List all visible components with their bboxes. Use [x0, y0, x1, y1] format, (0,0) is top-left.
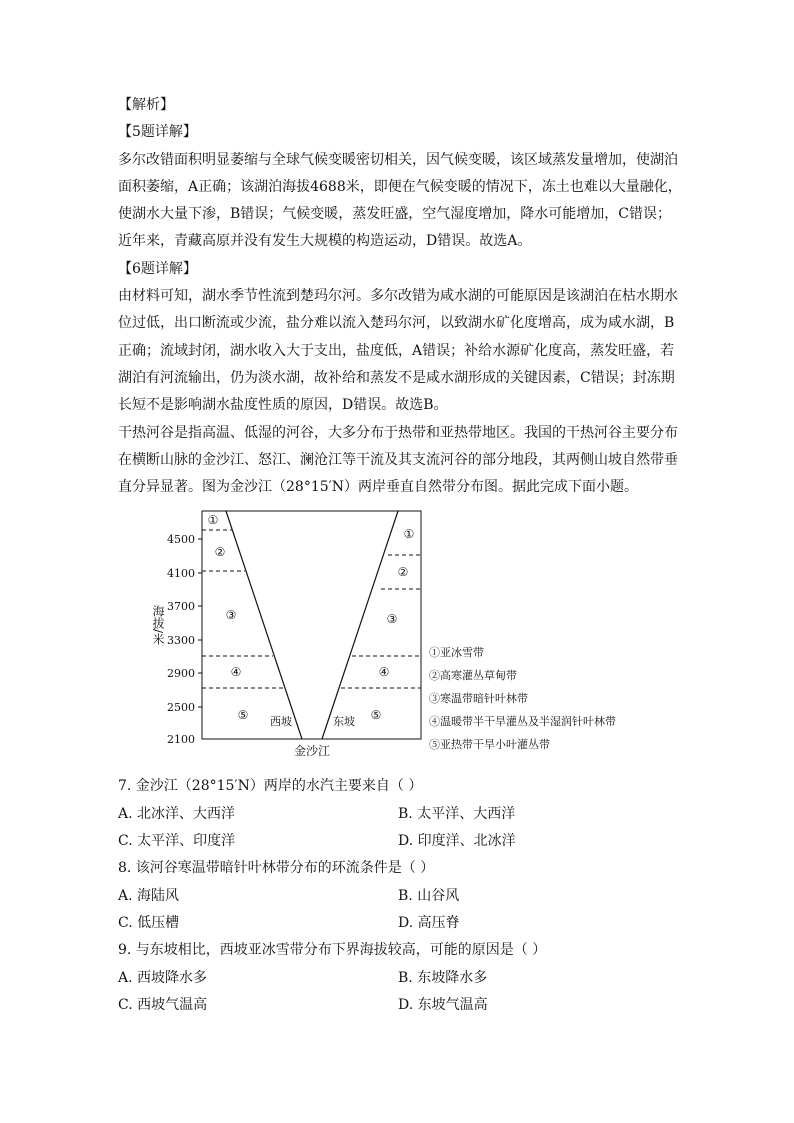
q5-line: 使湖水大量下渗，B错误；气候变暖，蒸发旺盛，空气湿度增加，降水可能增加，C错误； — [118, 206, 671, 223]
river-label: 金沙江 — [293, 744, 331, 759]
vertical-zone-figure — [118, 503, 678, 773]
ytick-label: 2900 — [167, 667, 195, 681]
option-a: A. 北冰洋、大西洋 — [118, 805, 236, 822]
ytick-label: 3300 — [167, 634, 195, 648]
option-a: A. 海陆风 — [118, 887, 180, 904]
zone-mark: ④ — [378, 665, 390, 680]
option-row — [118, 992, 678, 1019]
option-d: D. 东坡气温高 — [398, 996, 488, 1013]
q6-line: 湖泊有河流输出，仍为淡水湖，故补给和蒸发不是咸水湖形成的关键因素，C错误；封冻期 — [118, 369, 675, 386]
ytick-label: 2100 — [167, 733, 195, 747]
ytick-label: 3700 — [167, 600, 195, 614]
q6-line: 由材料可知，湖水季节性流到楚玛尔河。多尔改错为咸水湖的可能原因是该湖泊在枯水期水 — [118, 288, 678, 305]
material-line: 直分异显著。图为金沙江（28°15′N）两岸垂直自然带分布图。据此完成下面小题。 — [118, 479, 639, 496]
legend-item: ③寒温带暗针叶林带 — [429, 692, 528, 706]
option-a: A. 西坡降水多 — [118, 969, 208, 986]
q5-header: 【5题详解】 — [118, 124, 197, 141]
q6-header: 【6题详解】 — [118, 260, 197, 277]
zone-mark: ③ — [386, 612, 398, 627]
q6-line: 正确；流域封闭，湖水收入大于支出，盐度低，A错误；补给水源矿化度高，蒸发旺盛，若 — [118, 342, 675, 359]
option-row — [118, 828, 678, 855]
legend-item: ①亚冰雪带 — [429, 646, 484, 660]
question-stem: 7. 金沙江（28°15′N）两岸的水汽主要来自（ ） — [118, 778, 423, 795]
analysis-header: 【解析】 — [118, 97, 174, 113]
option-c: C. 太平洋、印度洋 — [118, 833, 236, 850]
legend-item: ②高寒灌丛草甸带 — [429, 669, 517, 683]
ytick-label: 2500 — [167, 701, 195, 715]
zone-mark: ④ — [230, 665, 242, 680]
question-stem: 8. 该河谷寒温带暗针叶林带分布的环流条件是（ ） — [118, 860, 435, 877]
zone-mark: ① — [403, 527, 415, 542]
q6-line: 长短不是影响湖水盐度性质的原因，D错误。故选B。 — [118, 397, 448, 414]
option-row — [118, 965, 678, 992]
option-row — [118, 883, 678, 910]
west-slope-line — [226, 511, 302, 739]
zone-mark: ⑤ — [370, 708, 382, 723]
east-slope-label: 东坡 — [333, 715, 355, 729]
material-line: 干热河谷是指高温、低湿的河谷，大多分布于热带和亚热带地区。我国的干热河谷主要分布 — [118, 424, 678, 441]
option-c: C. 低压槽 — [118, 914, 180, 931]
ytick-label: 4100 — [167, 567, 195, 581]
q5-line: 近年来，青藏高原并没有发生大规模的构造运动，D错误。故选A。 — [118, 233, 532, 250]
zone-mark: ⑤ — [237, 708, 249, 723]
option-d: D. 印度洋、北冰洋 — [398, 833, 516, 850]
vertical-zone-diagram — [118, 503, 678, 773]
q5-line: 面积萎缩，A正确；该湖泊海拔4688米，即便在气候变暖的情况下，冻土也难以大量融化， — [118, 178, 682, 195]
option-d: D. 高压脊 — [398, 914, 460, 931]
q6-line: 位过低，出口断流或少流，盐分难以流入楚玛尔河，以致湖水矿化度增高，成为咸水湖，B — [118, 315, 675, 332]
legend-item: ⑤亚热带干旱小叶灌丛带 — [429, 738, 550, 752]
y-axis-label: 海拔/米 — [151, 605, 165, 646]
option-row — [118, 801, 678, 828]
zone-mark: ② — [397, 565, 409, 580]
page — [118, 92, 682, 1019]
option-c: C. 西坡气温高 — [118, 996, 208, 1013]
question-stem: 9. 与东坡相比，西坡亚冰雪带分布下界海拔较高，可能的原因是（ ） — [118, 942, 547, 959]
q5-line: 多尔改错面积明显萎缩与全球气候变暖密切相关，因气候变暖，该区域蒸发量增加，使湖泊 — [118, 151, 678, 168]
option-b: B. 山谷风 — [398, 887, 460, 904]
ytick-label: 4500 — [167, 533, 195, 547]
zone-mark: ② — [214, 545, 226, 560]
west-slope-label: 西坡 — [270, 715, 292, 729]
option-b: B. 太平洋、大西洋 — [398, 805, 516, 822]
option-row — [118, 910, 678, 937]
legend-item: ④温暖带半干旱灌丛及半湿润针叶林带 — [429, 715, 616, 729]
zone-mark: ③ — [225, 608, 237, 623]
zone-mark: ① — [207, 513, 219, 528]
option-b: B. 东坡降水多 — [398, 969, 488, 986]
material-line: 在横断山脉的金沙江、怒江、澜沧江等干流及其支流河谷的部分地段，其两侧山坡自然带垂 — [118, 451, 678, 468]
